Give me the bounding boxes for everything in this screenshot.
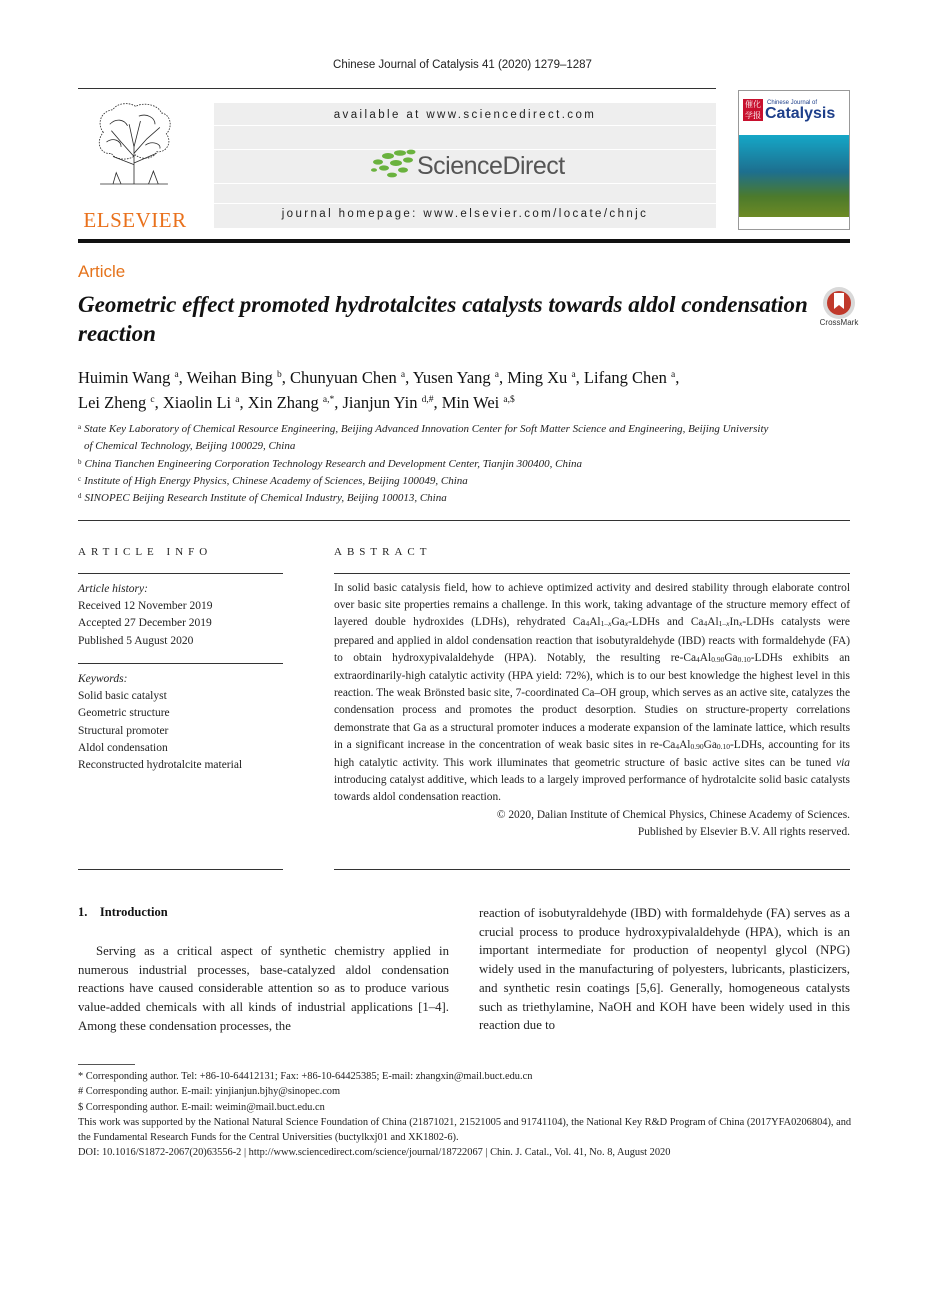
author-affiliation-mark: a [670,370,676,380]
author-list: Huimin Wang $^a$, Weihan Bing $^b$, Chunyuan Chen $^a$, Yusen Yang $^a$, Ming Xu $^a$, Lifang Chen $^a$, Lei Zheng $^c$, Xiaolin Li $^a$, Xin Zhang $^{a,*}$, Jianjun Yin $^{d,\#}$, Min Wei $^{a,\$}$ [78,368,680,412]
author-name: Ming Xu [507,368,572,387]
author-name: Xin Zhang [247,393,323,412]
abstract-text: In solid basic catalysis field, how to achieve optimized activity and desired stability through elaborate control over basic site properties remains a challenge. In this work, taking advantage of the structure memory effect of layered double hydroxides (LDHs), rehydrated $Ca_4Al_{1-x}Ga_x$-LDHs and $Ca_4Al_{1-x}In_x$-LDHs catalysts were prepared and applied in aldol condensation reaction that isobutyraldehyde (IBD) reacts with formaldehyde (FA) to obtain hydroxypivalaldehyde (HPA). Notably, the resulting $re-Ca_4Al_{0.90}Ga_{0.10}$-LDHs exhibits an extraordinarily-high catalytic activity (HPA yield: 72%), which is to our best knowledge the highest level in this reaction. The weak Brönsted basic site, 7-coordinated Ca–OH group, which serves as an active site, catalyzes the condensation process and promotes the product desorption. Studies on structure-property correlations demonstrate that Ga as a structural promoter induces a moderate expansion of the laminate lattice, which results in a significant increase in the concentration of weak basic sites in $re-Ca_4Al_{0.90}Ga_{0.10}$-LDHs, accounting for its high catalytic activity. This work illuminates that geometric structure of basic active sites can be tuned via introducing catalyst additive, which leads to a largely improved performance of hydrotalcite solid basic catalysts towards aldol condensation reaction. © 2020, Dalian Institute of Chemical Physics, Chinese Academy of Sciences. Published by Elsevier B.V. All rights reserved. [334,580,850,841]
elsevier-tree-logo [78,100,190,205]
keywords-block: Keywords: Solid basic catalyst Geometric structure Structural promoter Aldol condensation Reconstructed hydrotalcite material [78,671,288,774]
author-name: Jianjun Yin [342,393,422,412]
affiliation-d: $^d$ SINOPEC Beijing Research Institute of Chemical Industry, Beijing 100013, China [78,492,447,504]
keyword: Reconstructed hydrotalcite material [78,759,243,772]
affiliation-c: $^c$ Institute of High Energy Physics, Chinese Academy of Sciences, Beijing 100049, China [78,475,468,487]
intro-paragraph-left: Serving as a critical aspect of synthetic chemistry applied in numerous industrial processes, base-catalyzed aldol condensation reactions have caused considerable attention so as to produce various value-added chemicals with all kinds of industrial applications [1–4]. Among these condensation processes, the [78,944,449,1033]
author-affiliation-mark: b [276,370,282,380]
author-name: Min Wei [441,393,504,412]
author-affiliation-mark: d,# [421,395,434,405]
keyword: Structural promoter [78,724,169,737]
affiliation-b: $^b$ China Tianchen Engineering Corporation Technology Research and Development Center, Tianjin 300400, China [78,458,583,470]
author-affiliation-mark: a [174,370,179,380]
cover-title-small: Chinese Journal of [767,100,818,106]
author-affiliation-mark: a,* [322,395,335,405]
author-name: Yusen Yang [412,368,495,387]
info-bottom-rule [78,869,283,870]
cover-chinese-title: 催化学报 [745,100,761,120]
footnote-funding: This work was supported by the National Natural Science Foundation of China (21871021, 21521005 and 91741104), the National Key R&D Program of China (2017YFA0206804), and the Fundamental Research Funds for the Central Universities (buctylkxj01 and XK1802-6). [78,1116,852,1144]
author-name: Xiaolin Li [162,393,236,412]
article-type-label: Article [78,262,126,281]
author-affiliation-mark: a [235,395,240,405]
section-heading-introduction: 1. Introduction [78,905,168,919]
author-affiliation-mark: c [150,395,155,405]
crossmark-label: CrossMark [819,318,859,327]
header-top-rule [78,88,716,89]
affiliations-rule [78,520,850,521]
author-name: Huimin Wang [78,368,175,387]
author-name: Lifang Chen [583,368,671,387]
copyright-line: © 2020, Dalian Institute of Chemical Physics, Chinese Academy of Sciences. [496,808,850,821]
keyword: Solid basic catalyst [78,690,167,703]
affiliation-a: $^a$ State Key Laboratory of Chemical Resource Engineering, Beijing Advanced Innovation Center for Soft Matter Science and Engineering, Beijing University of Chemical Technology, Beijing 100029, China [78,423,769,452]
article-title: Geometric effect promoted hydrotalcites catalysts towards aldol condensation reaction [78,292,808,346]
sciencedirect-icon [370,148,418,182]
keywords-rule [78,663,283,664]
article-history: Article history: Received 12 November 2019 Accepted 27 December 2019 Published 5 August 2020 [78,583,213,647]
author-affiliation-mark: a [400,370,406,380]
elsevier-wordmark: ELSEVIER [83,208,187,232]
intro-paragraph-right: reaction of isobutyraldehyde (IBD) with formaldehyde (FA) serves as a crucial process to produce hydroxypivalaldehyde (HPA), which is an important intermediate for production of neopentyl glycol (NPG) widely used in the manufacturing of polyesters, lubricants, plasticizers, and synthetic resin coatings [5,6]. Generally, homogeneous catalysts such as triethylamine, NaOH and KOH have been widely used in this reaction due to [479,906,850,1033]
author-affiliation-mark: a [571,370,576,380]
sciencedirect-wordmark: ScienceDirect [417,152,565,180]
journal-cover-image [738,90,850,230]
available-at-text[interactable]: available at www.sciencedirect.com [333,109,597,121]
abstract-rule [334,573,850,574]
keyword: Aldol condensation [78,741,168,754]
footnote-corresponding-2: # Corresponding author. E-mail: yinjianjun.bjhy@sinopec.com [78,1086,341,1098]
author-name: Weihan Bing [186,368,277,387]
keyword: Geometric structure [78,707,170,720]
journal-homepage-text[interactable]: journal homepage: www.elsevier.com/locate/chnjc [281,208,649,220]
author-affiliation-mark: a [494,370,500,380]
footnote-doi[interactable]: DOI: 10.1016/S1872-2067(20)63556-2 | http://www.sciencedirect.com/science/journal/18722067 | Chin. J. Catal., Vol. 41, No. 8, August 2020 [78,1147,671,1159]
cover-title: Catalysis [765,105,836,122]
author-affiliation-mark: a,$ [503,395,515,405]
publisher-line: Published by Elsevier B.V. All rights reserved. [637,825,850,838]
author-name: Chunyuan Chen [289,368,401,387]
article-info-heading: ARTICLE INFO [78,546,213,558]
footnote-corresponding-3: $ Corresponding author. E-mail: weimin@mail.buct.edu.cn [78,1101,325,1113]
footnote-rule [78,1064,135,1065]
footnote-corresponding-1: * Corresponding author. Tel: +86-10-64412131; Fax: +86-10-64425385; E-mail: zhangxin@mail.buct.edu.cn [78,1071,533,1082]
journal-reference: Chinese Journal of Catalysis 41 (2020) 1279–1287 [333,59,592,71]
author-name: Lei Zheng [78,393,151,412]
footnotes [78,1069,853,1161]
abstract-bottom-rule [334,869,850,870]
abstract-heading: ABSTRACT [334,546,432,558]
header-thick-rule [78,239,850,243]
article-info-rule [78,573,283,574]
